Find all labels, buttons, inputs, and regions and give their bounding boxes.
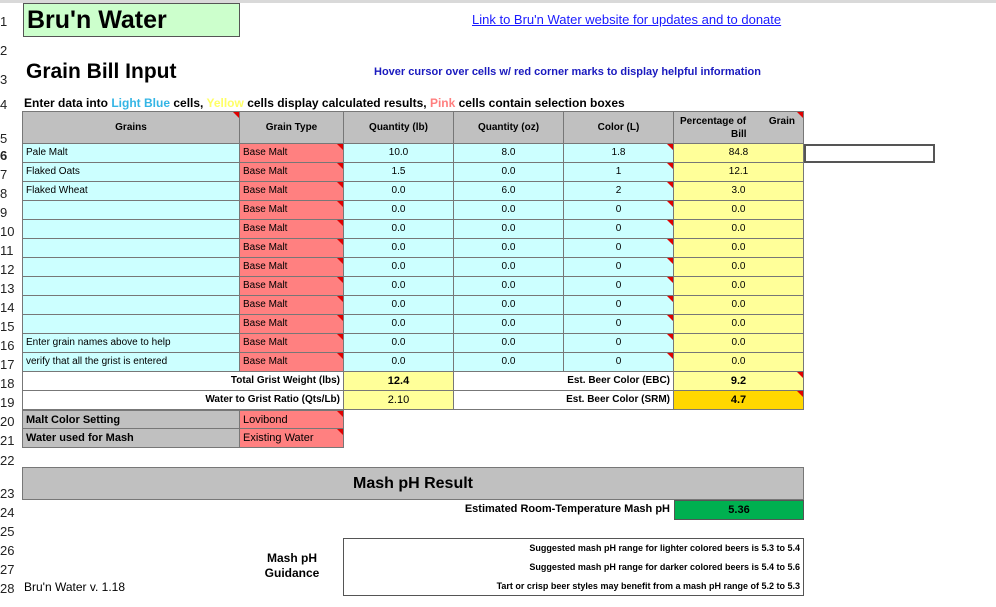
grain-name-cell[interactable]: Flaked Oats — [22, 163, 240, 182]
quantity-oz-cell[interactable]: 0.0 — [454, 353, 564, 372]
quantity-oz-cell[interactable]: 0.0 — [454, 258, 564, 277]
app-title: Bru'n Water — [23, 3, 240, 37]
percentage-cell: 84.8 — [674, 144, 804, 163]
quantity-lb-cell[interactable]: 0.0 — [344, 201, 454, 220]
color-cell[interactable]: 0 — [564, 353, 674, 372]
instructions-pink: Pink — [429, 96, 456, 110]
quantity-lb-cell[interactable]: 0.0 — [344, 315, 454, 334]
quantity-oz-cell[interactable]: 0.0 — [454, 315, 564, 334]
row-number[interactable]: 18 — [0, 376, 15, 391]
percentage-cell: 0.0 — [674, 296, 804, 315]
color-cell[interactable]: 0 — [564, 220, 674, 239]
mash-ph-title: Mash pH Result — [22, 467, 804, 500]
row-number[interactable]: 11 — [0, 243, 14, 258]
grain-type-select[interactable]: Base Malt — [240, 201, 344, 220]
grain-type-select[interactable]: Base Malt — [240, 163, 344, 182]
grain-type-select[interactable]: Base Malt — [240, 220, 344, 239]
grain-type-select[interactable]: Base Malt — [240, 334, 344, 353]
grain-name-cell[interactable] — [22, 296, 240, 315]
instructions — [24, 96, 625, 110]
guidance-tart: Tart or crisp beer styles may benefit from a mash pH range of 5.2 to 5.3 — [496, 581, 800, 591]
row-number[interactable]: 2 — [0, 43, 8, 58]
guidance-dark: Suggested mash pH range for darker colored beers is 5.4 to 5.6 — [529, 562, 800, 572]
hover-hint: Hover cursor over cells w/ red corner marks to display helpful information — [374, 66, 761, 78]
grain-type-select[interactable]: Base Malt — [240, 182, 344, 201]
total-grist-value: 12.4 — [344, 372, 454, 391]
row-number[interactable]: 24 — [0, 505, 15, 520]
guidance-box — [343, 538, 804, 596]
instructions-part2: cells, — [170, 96, 207, 110]
grain-type-select[interactable]: Base Malt — [240, 296, 344, 315]
quantity-oz-cell[interactable]: 0.0 — [454, 334, 564, 353]
ebc-value: 9.2 — [674, 372, 804, 391]
row-number[interactable]: 7 — [0, 167, 8, 182]
grain-type-select[interactable]: Base Malt — [240, 144, 344, 163]
grain-name-cell[interactable] — [22, 258, 240, 277]
mash-estimate-value: 5.36 — [674, 500, 804, 520]
row-number[interactable]: 4 — [0, 97, 8, 112]
color-cell[interactable]: 1.8 — [564, 144, 674, 163]
water-used-label: Water used for Mash — [22, 429, 240, 448]
header-percentage-line1: Percentage of — [680, 116, 747, 127]
instructions-yellow: Yellow — [206, 96, 244, 110]
version-label: Bru'n Water v. 1.18 — [24, 580, 125, 594]
grain-name-cell[interactable] — [22, 315, 240, 334]
guidance-light: Suggested mash pH range for lighter colored beers is 5.3 to 5.4 — [529, 543, 800, 553]
row-number[interactable]: 9 — [0, 205, 8, 220]
quantity-lb-cell[interactable]: 0.0 — [344, 277, 454, 296]
grain-name-cell[interactable] — [22, 239, 240, 258]
percentage-cell: 0.0 — [674, 334, 804, 353]
grain-name-cell[interactable] — [22, 201, 240, 220]
quantity-lb-cell[interactable]: 0.0 — [344, 239, 454, 258]
quantity-lb-cell[interactable]: 0.0 — [344, 296, 454, 315]
percentage-cell: 0.0 — [674, 201, 804, 220]
row-number[interactable]: 15 — [0, 319, 15, 334]
grain-type-select[interactable]: Base Malt — [240, 353, 344, 372]
color-cell[interactable]: 0 — [564, 201, 674, 220]
percentage-cell: 0.0 — [674, 353, 804, 372]
percentage-cell: 0.0 — [674, 239, 804, 258]
instructions-part1: Enter data into — [24, 96, 112, 110]
color-cell[interactable]: 1 — [564, 163, 674, 182]
header-quantity-lb: Quantity (lb) — [344, 111, 454, 144]
color-cell[interactable]: 0 — [564, 258, 674, 277]
quantity-lb-cell[interactable]: 0.0 — [344, 334, 454, 353]
selected-cell[interactable] — [804, 144, 935, 163]
row-number[interactable]: 6 — [0, 148, 8, 163]
row-number[interactable]: 17 — [0, 357, 15, 372]
quantity-oz-cell[interactable]: 0.0 — [454, 239, 564, 258]
grain-type-select[interactable]: Base Malt — [240, 277, 344, 296]
row-number[interactable]: 10 — [0, 224, 15, 239]
row-number[interactable]: 14 — [0, 300, 15, 315]
row-number[interactable]: 8 — [0, 186, 8, 201]
ratio-value[interactable]: 2.10 — [344, 391, 454, 410]
quantity-oz-cell[interactable]: 0.0 — [454, 296, 564, 315]
grain-name-cell[interactable]: Enter grain names above to help — [22, 334, 240, 353]
grain-type-select[interactable]: Base Malt — [240, 315, 344, 334]
percentage-cell: 0.0 — [674, 277, 804, 296]
ratio-label: Water to Grist Ratio (Qts/Lb) — [22, 391, 344, 410]
grain-name-cell[interactable]: verify that all the grist is entered — [22, 353, 240, 372]
guidance-title — [240, 551, 344, 581]
guidance-title-line1: Mash pH — [266, 551, 317, 565]
percentage-cell: 0.0 — [674, 258, 804, 277]
row-number[interactable]: 12 — [0, 262, 15, 277]
color-cell[interactable]: 0 — [564, 296, 674, 315]
row-number[interactable]: 21 — [0, 433, 15, 448]
row-number[interactable]: 19 — [0, 395, 15, 410]
quantity-lb-cell[interactable]: 0.0 — [344, 182, 454, 201]
color-cell[interactable]: 2 — [564, 182, 674, 201]
quantity-lb-cell[interactable]: 10.0 — [344, 144, 454, 163]
color-cell[interactable]: 0 — [564, 277, 674, 296]
header-percentage — [674, 111, 804, 144]
quantity-lb-cell[interactable]: 1.5 — [344, 163, 454, 182]
instructions-part3: cells display calculated results, — [243, 96, 430, 110]
header-color: Color (L) — [564, 111, 674, 144]
srm-value: 4.7 — [674, 391, 804, 410]
mash-estimate-label: Estimated Room-Temperature Mash pH — [464, 503, 670, 515]
grain-type-select[interactable]: Base Malt — [240, 239, 344, 258]
quantity-oz-cell[interactable]: 0.0 — [454, 163, 564, 182]
grain-name-cell[interactable] — [22, 277, 240, 296]
grain-name-cell[interactable]: Pale Malt — [22, 144, 240, 163]
row-number[interactable]: 27 — [0, 562, 15, 577]
quantity-lb-cell[interactable]: 0.0 — [344, 258, 454, 277]
row-number[interactable]: 5 — [0, 131, 8, 146]
section-title: Grain Bill Input — [26, 60, 177, 83]
malt-color-setting-label: Malt Color Setting — [22, 410, 240, 429]
row-number[interactable]: 26 — [0, 543, 15, 558]
grain-name-cell[interactable]: Flaked Wheat — [22, 182, 240, 201]
header-percentage-line2: Bill — [731, 129, 747, 140]
percentage-cell: 3.0 — [674, 182, 804, 201]
header-grains: Grains — [22, 111, 240, 144]
guidance-title-line2: Guidance — [264, 566, 320, 580]
row-number[interactable]: 1 — [0, 14, 8, 29]
row-number[interactable]: 20 — [0, 414, 15, 429]
quantity-oz-cell[interactable]: 8.0 — [454, 144, 564, 163]
quantity-oz-cell[interactable]: 0.0 — [454, 220, 564, 239]
row-number[interactable]: 25 — [0, 524, 15, 539]
malt-color-setting-select[interactable]: Lovibond — [240, 410, 344, 429]
header-percentage-grain: Grain — [768, 116, 795, 127]
quantity-oz-cell[interactable]: 6.0 — [454, 182, 564, 201]
grain-name-cell[interactable] — [22, 220, 240, 239]
water-used-select[interactable]: Existing Water — [240, 429, 344, 448]
percentage-cell: 12.1 — [674, 163, 804, 182]
color-cell[interactable]: 0 — [564, 239, 674, 258]
row-number[interactable]: 3 — [0, 72, 8, 87]
srm-label: Est. Beer Color (SRM) — [454, 391, 674, 410]
color-cell[interactable]: 0 — [564, 334, 674, 353]
row-number[interactable]: 16 — [0, 338, 15, 353]
quantity-lb-cell[interactable]: 0.0 — [344, 220, 454, 239]
quantity-oz-cell[interactable]: 0.0 — [454, 201, 564, 220]
percentage-cell: 0.0 — [674, 220, 804, 239]
instructions-light-blue: Light Blue — [111, 96, 171, 110]
quantity-lb-cell[interactable]: 0.0 — [344, 353, 454, 372]
color-cell[interactable]: 0 — [564, 315, 674, 334]
grain-type-select[interactable]: Base Malt — [240, 258, 344, 277]
row-number[interactable]: 28 — [0, 581, 15, 596]
header-quantity-oz: Quantity (oz) — [454, 111, 564, 144]
website-link[interactable]: Link to Bru'n Water website for updates and to donate — [472, 12, 782, 27]
quantity-oz-cell[interactable]: 0.0 — [454, 277, 564, 296]
row-number[interactable]: 22 — [0, 453, 15, 468]
row-number[interactable]: 23 — [0, 486, 15, 501]
instructions-part4: cells contain selection boxes — [455, 96, 625, 110]
percentage-cell: 0.0 — [674, 315, 804, 334]
row-number[interactable]: 13 — [0, 281, 15, 296]
ebc-label: Est. Beer Color (EBC) — [454, 372, 674, 391]
total-grist-label: Total Grist Weight (lbs) — [22, 372, 344, 391]
header-grain-type: Grain Type — [240, 111, 344, 144]
